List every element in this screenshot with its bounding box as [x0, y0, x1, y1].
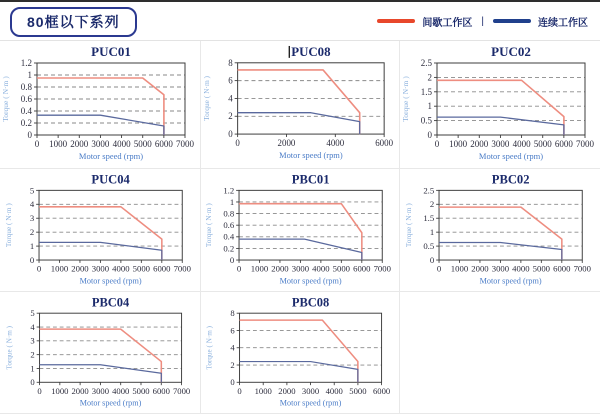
y-tick-label: 1.2: [223, 185, 235, 196]
x-tick-label: 6000: [375, 137, 394, 148]
y-tick-label: 1.5: [423, 213, 435, 224]
y-tick-label: 1: [229, 196, 235, 207]
y-tick-label: 0.4: [223, 231, 235, 242]
y-tick-label: 2: [29, 227, 35, 238]
x-tick-label: 7000: [373, 263, 391, 274]
x-tick-label: 6000: [554, 139, 573, 149]
x-tick-label: 5000: [349, 385, 367, 396]
x-tick-label: 6000: [372, 385, 391, 396]
continuous-zone-curve: [437, 117, 564, 135]
chart-PBC01: [201, 169, 400, 292]
continuous-zone-curve: [238, 113, 360, 134]
chart-PUC04: [0, 169, 201, 292]
legend: [377, 14, 588, 29]
y-tick-label: 1.5: [420, 86, 432, 97]
header: [0, 2, 600, 40]
chart-title: PUC04: [91, 172, 130, 187]
y-tick-label: 1: [429, 227, 435, 238]
x-axis-label: Motor speed (rpm): [79, 398, 142, 408]
y-tick-label: 0.4: [20, 106, 32, 116]
chart-svg: [400, 43, 600, 168]
chart-svg: [400, 171, 600, 291]
x-tick-label: 5000: [533, 139, 552, 149]
y-tick-label: 0.6: [223, 220, 235, 231]
x-tick-label: 4000: [312, 263, 330, 274]
x-tick-label: 0: [34, 139, 40, 149]
x-tick-label: 2000: [471, 263, 489, 274]
y-tick-label: 0.2: [20, 118, 32, 128]
x-axis-label: Motor speed (rpm): [279, 150, 343, 160]
chart-svg: [201, 294, 399, 413]
legend-label-intermittent: 间歇工作区: [422, 17, 473, 29]
x-tick-label: 6000: [154, 139, 173, 149]
x-tick-label: 1000: [254, 385, 272, 396]
legend-label-continuous: 连续工作区: [538, 17, 588, 29]
x-tick-label: 5000: [332, 263, 351, 274]
y-tick-label: 1: [29, 241, 35, 251]
y-axis-label: Torque ( N·m ): [4, 203, 13, 248]
x-tick-label: 6000: [153, 263, 171, 274]
y-tick-label: 6: [228, 75, 233, 86]
series-title-badge: [10, 7, 137, 37]
x-tick-label: 1000: [449, 139, 468, 149]
y-tick-label: 0.8: [223, 208, 235, 219]
y-tick-label: 1.2: [20, 58, 32, 68]
x-tick-label: 2000: [71, 263, 89, 274]
y-tick-label: 0: [230, 377, 235, 388]
x-tick-label: 7000: [172, 385, 191, 396]
x-tick-label: 5000: [133, 139, 152, 149]
x-tick-label: 0: [36, 263, 42, 274]
x-tick-label: 7000: [576, 139, 594, 149]
x-tick-label: 2000: [278, 385, 296, 396]
x-axis-label: Motor speed (rpm): [479, 276, 542, 286]
x-tick-label: 1000: [49, 139, 68, 149]
y-axis-label: Torque ( N·m ): [404, 203, 413, 248]
chart-svg: [0, 294, 200, 413]
empty-cell: [400, 292, 600, 414]
intermittent-zone-curve: [437, 80, 564, 135]
x-tick-label: 3000: [291, 263, 310, 274]
x-tick-label: 3000: [91, 139, 110, 149]
y-tick-label: 2: [429, 199, 435, 210]
x-axis-label: Motor speed (rpm): [279, 398, 342, 408]
x-tick-label: 0: [37, 385, 42, 396]
chart-title: PBC04: [91, 295, 130, 310]
chart-grid: [0, 40, 600, 414]
chart-title: PBC02: [491, 172, 530, 187]
plot-border: [40, 313, 182, 382]
y-tick-label: 3: [30, 335, 35, 346]
y-tick-label: 6: [230, 325, 235, 336]
intermittent-zone-curve: [238, 70, 360, 134]
chart-PBC02: [400, 169, 600, 292]
x-tick-label: 2000: [271, 263, 289, 274]
chart-svg: [201, 171, 399, 291]
y-tick-label: 0: [27, 130, 32, 140]
y-tick-label: 2: [30, 349, 35, 360]
y-tick-label: 4: [29, 199, 35, 210]
chart-svg: [201, 43, 399, 168]
x-tick-label: 7000: [573, 263, 591, 274]
x-tick-label: 2000: [70, 139, 89, 149]
chart-svg: [0, 43, 200, 168]
y-tick-label: 0.2: [223, 243, 235, 254]
x-tick-label: 2000: [470, 139, 489, 149]
x-tick-label: 3000: [301, 385, 320, 396]
text-cursor: [289, 46, 290, 58]
x-tick-label: 5000: [132, 263, 151, 274]
y-axis-label: Torque ( N·m ): [1, 76, 10, 122]
y-tick-label: 0: [228, 129, 233, 140]
x-tick-label: 1000: [250, 263, 269, 274]
y-tick-label: 0.5: [423, 241, 435, 251]
y-tick-label: 8: [230, 308, 235, 319]
intermittent-zone-curve: [439, 207, 562, 260]
chart-svg: [0, 171, 200, 291]
y-tick-label: 5: [29, 185, 35, 196]
x-tick-label: 0: [235, 137, 240, 148]
chart-title: PBC08: [291, 295, 330, 310]
x-axis-label: Motor speed (rpm): [78, 151, 144, 161]
y-tick-label: 0.8: [20, 82, 32, 92]
y-tick-label: 5: [30, 308, 35, 319]
x-axis-label: Motor speed (rpm): [279, 276, 342, 286]
y-tick-label: 2: [230, 359, 235, 370]
x-tick-label: 0: [236, 263, 242, 274]
y-tick-label: 0.6: [20, 94, 32, 104]
continuous-zone-curve: [37, 115, 164, 135]
chart-PUC08: [201, 41, 400, 169]
y-tick-label: 0: [429, 254, 435, 265]
chart-title: PUC01: [91, 44, 131, 59]
x-tick-label: 0: [434, 139, 440, 149]
y-axis-label: Torque ( N·m ): [5, 325, 14, 370]
continuous-zone-curve: [239, 239, 362, 260]
intermittent-zone-curve: [40, 329, 162, 382]
x-tick-label: 4000: [325, 385, 343, 396]
y-tick-label: 0.5: [420, 115, 432, 126]
y-axis-label: Torque ( N·m ): [204, 203, 213, 248]
y-tick-label: 0: [30, 377, 35, 388]
y-tick-label: 0: [29, 254, 35, 265]
x-tick-label: 0: [237, 385, 242, 396]
y-tick-label: 1: [427, 101, 432, 112]
x-tick-label: 5000: [532, 263, 551, 274]
chart-PUC01: [0, 41, 201, 169]
y-tick-label: 0: [229, 254, 235, 265]
x-tick-label: 2000: [277, 137, 296, 148]
x-tick-label: 2000: [71, 385, 89, 396]
x-axis-label: Motor speed (rpm): [478, 151, 544, 161]
x-tick-label: 3000: [491, 263, 510, 274]
y-tick-label: 4: [230, 342, 235, 353]
x-tick-label: 6000: [353, 263, 371, 274]
y-tick-label: 2.5: [423, 185, 435, 196]
chart-title: PUC02: [491, 44, 531, 59]
y-tick-label: 8: [228, 57, 233, 68]
intermittent-zone-curve: [239, 204, 362, 260]
x-tick-label: 3000: [91, 385, 110, 396]
x-tick-label: 7000: [173, 263, 191, 274]
chart-PBC04: [0, 292, 201, 414]
x-tick-label: 4000: [112, 139, 131, 149]
y-axis-label: Torque ( N·m ): [201, 75, 211, 121]
y-tick-label: 4: [228, 93, 233, 104]
x-axis-label: Motor speed (rpm): [79, 276, 142, 286]
x-tick-label: 1000: [450, 263, 469, 274]
intermittent-zone-curve: [39, 207, 162, 260]
x-tick-label: 6000: [553, 263, 571, 274]
x-tick-label: 4000: [512, 139, 531, 149]
x-tick-label: 3000: [491, 139, 510, 149]
x-tick-label: 1000: [51, 385, 69, 396]
y-tick-label: 4: [30, 321, 35, 332]
x-tick-label: 4000: [112, 263, 130, 274]
y-axis-label: Torque ( N·m ): [205, 325, 214, 370]
y-tick-label: 0: [427, 130, 432, 140]
y-tick-label: 2: [228, 111, 233, 122]
y-tick-label: 1: [27, 70, 32, 80]
continuous-zone-curve: [240, 362, 358, 383]
continuous-zone-curve: [40, 365, 162, 383]
y-tick-label: 1: [30, 363, 35, 374]
y-tick-label: 3: [29, 213, 35, 224]
chart-PUC02: [400, 41, 600, 169]
x-tick-label: 6000: [152, 385, 170, 396]
x-tick-label: 5000: [132, 385, 150, 396]
series-title: 80框以下系列: [27, 14, 120, 30]
x-tick-label: 7000: [176, 139, 194, 149]
legend-line-continuous-icon: [493, 19, 531, 23]
x-tick-label: 0: [436, 263, 442, 274]
chart-title: PUC08: [291, 44, 331, 59]
x-tick-label: 3000: [91, 263, 110, 274]
x-tick-label: 4000: [512, 263, 530, 274]
continuous-zone-curve: [39, 242, 162, 260]
legend-line-intermittent-icon: [377, 19, 415, 23]
legend-separator: |: [481, 15, 484, 27]
intermittent-zone-curve: [240, 320, 358, 382]
x-tick-label: 4000: [326, 137, 345, 148]
chart-title: PBC01: [291, 172, 330, 187]
x-tick-label: 1000: [50, 263, 69, 274]
continuous-zone-curve: [439, 243, 562, 261]
y-axis-label: Torque ( N·m ): [401, 76, 410, 122]
y-tick-label: 2.5: [420, 58, 432, 68]
y-tick-label: 2: [427, 72, 432, 83]
x-tick-label: 4000: [112, 385, 130, 396]
chart-PBC08: [201, 292, 400, 414]
